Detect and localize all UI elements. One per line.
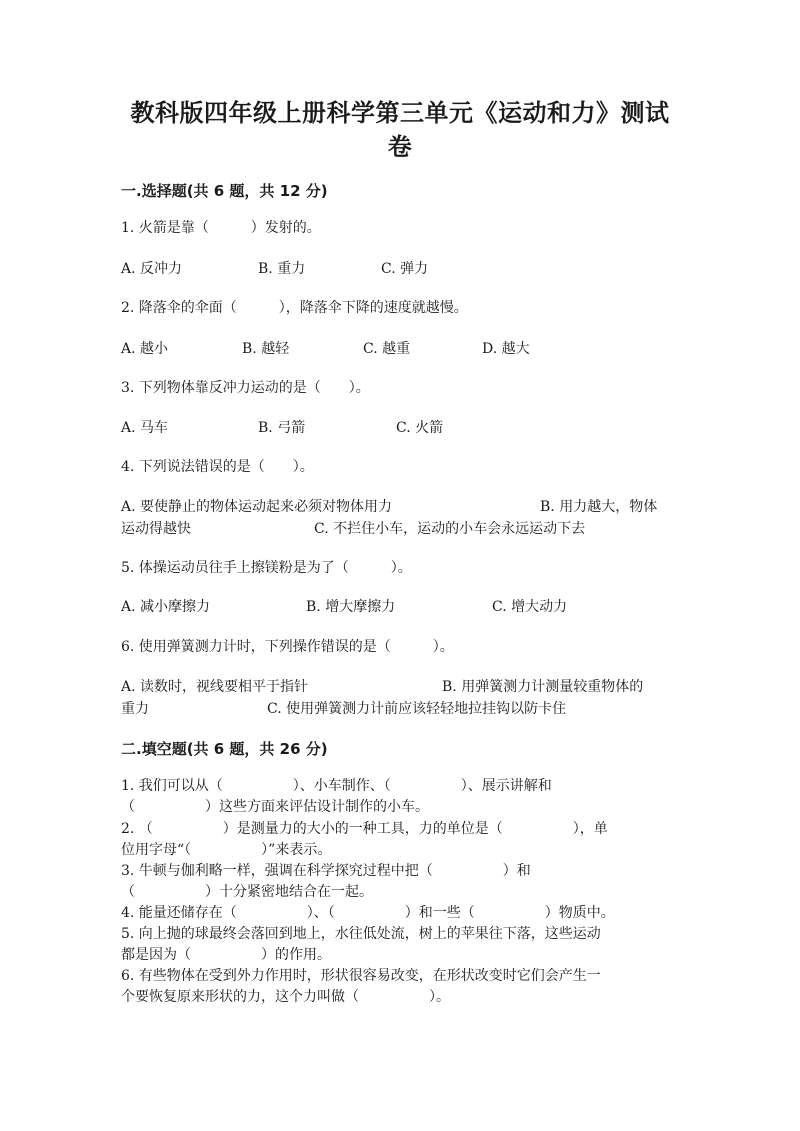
- fill-line-10: 6. 有些物体在受到外力作用时，形状很容易改变，在形状改变时它们会产生一: [121, 968, 601, 984]
- question-3-stem: 3. 下列物体靠反冲力运动的是（ ）。: [121, 380, 370, 396]
- question-5-option-b: B. 增大摩擦力: [306, 599, 396, 615]
- question-1-option-a: A. 反冲力: [121, 261, 183, 277]
- section-heading-fill: 二.填空题(共 6 题，共 26 分): [121, 740, 328, 758]
- question-6-option-b-cont: 重力: [121, 701, 149, 717]
- question-2-option-b: B. 越轻: [242, 341, 290, 357]
- question-2-stem: 2. 降落伞的伞面（ ），降落伞下降的速度就越慢。: [121, 300, 468, 316]
- question-4-option-b-cont: 运动得越快: [121, 521, 191, 537]
- question-2-option-c: C. 越重: [363, 341, 411, 357]
- fill-line-11: 个要恢复原来形状的力，这个力叫做（ ）。: [121, 989, 450, 1005]
- question-5-option-a: A. 减小摩擦力: [121, 599, 211, 615]
- question-3-option-c: C. 火箭: [396, 420, 444, 436]
- question-4-option-b: B. 用力越大，物体: [540, 499, 658, 515]
- question-6-option-c: C. 使用弹簧测力计前应该轻轻地拉挂钩以防卡住: [267, 701, 567, 717]
- exam-title-line2: 卷: [387, 133, 413, 161]
- question-4-stem: 4. 下列说法错误的是（ ）。: [121, 459, 314, 475]
- fill-line-8: 5. 向上抛的球最终会落回到地上，水往低处流，树上的苹果往下落，这些运动: [121, 926, 601, 942]
- question-5-stem: 5. 体操运动员往手上擦镁粉是为了（ ）。: [121, 560, 412, 576]
- fill-line-2: （ ）这些方面来评估设计制作的小车。: [121, 799, 429, 815]
- exam-title: [110, 96, 690, 164]
- fill-line-3: 2. （ ）是测量力的大小的一种工具，力的单位是（ ），单: [121, 821, 608, 837]
- section-heading-choice: 一.选择题(共 6 题，共 12 分): [121, 182, 328, 200]
- question-1-stem: 1. 火箭是靠（ ）发射的。: [121, 220, 321, 236]
- fill-line-1: 1. 我们可以从（ ）、小车制作、（ ）、展示讲解和: [121, 778, 552, 794]
- question-3-option-b: B. 弓箭: [258, 420, 306, 436]
- question-1-option-b: B. 重力: [258, 261, 306, 277]
- question-6-stem: 6. 使用弹簧测力计时，下列操作错误的是（ ）。: [121, 639, 454, 655]
- question-3-option-a: A. 马车: [121, 420, 169, 436]
- question-4-option-a: A. 要使静止的物体运动起来必须对物体用力: [121, 499, 393, 515]
- question-6-option-a: A. 读数时，视线要相平于指针: [121, 679, 309, 695]
- fill-line-5: 3. 牛顿与伽利略一样，强调在科学探究过程中把（ ）和: [121, 863, 531, 879]
- exam-title-line1: 教科版四年级上册科学第三单元《运动和力》测试: [130, 99, 670, 127]
- fill-line-4: 位用字母“（ ）”来表示。: [121, 842, 332, 858]
- fill-line-7: 4. 能量还储存在（ ）、（ ）和一些（ ）物质中。: [121, 905, 615, 921]
- question-1-option-c: C. 弹力: [381, 261, 429, 277]
- question-6-option-b: B. 用弹簧测力计测量较重物体的: [442, 679, 644, 695]
- question-5-option-c: C. 增大动力: [492, 599, 568, 615]
- question-4-option-c: C. 不拦住小车，运动的小车会永远运动下去: [314, 521, 586, 537]
- question-2-option-d: D. 越大: [482, 341, 530, 357]
- fill-line-9: 都是因为（ ）的作用。: [121, 947, 331, 963]
- question-2-option-a: A. 越小: [121, 341, 169, 357]
- fill-line-6: （ ）十分紧密地结合在一起。: [121, 884, 373, 900]
